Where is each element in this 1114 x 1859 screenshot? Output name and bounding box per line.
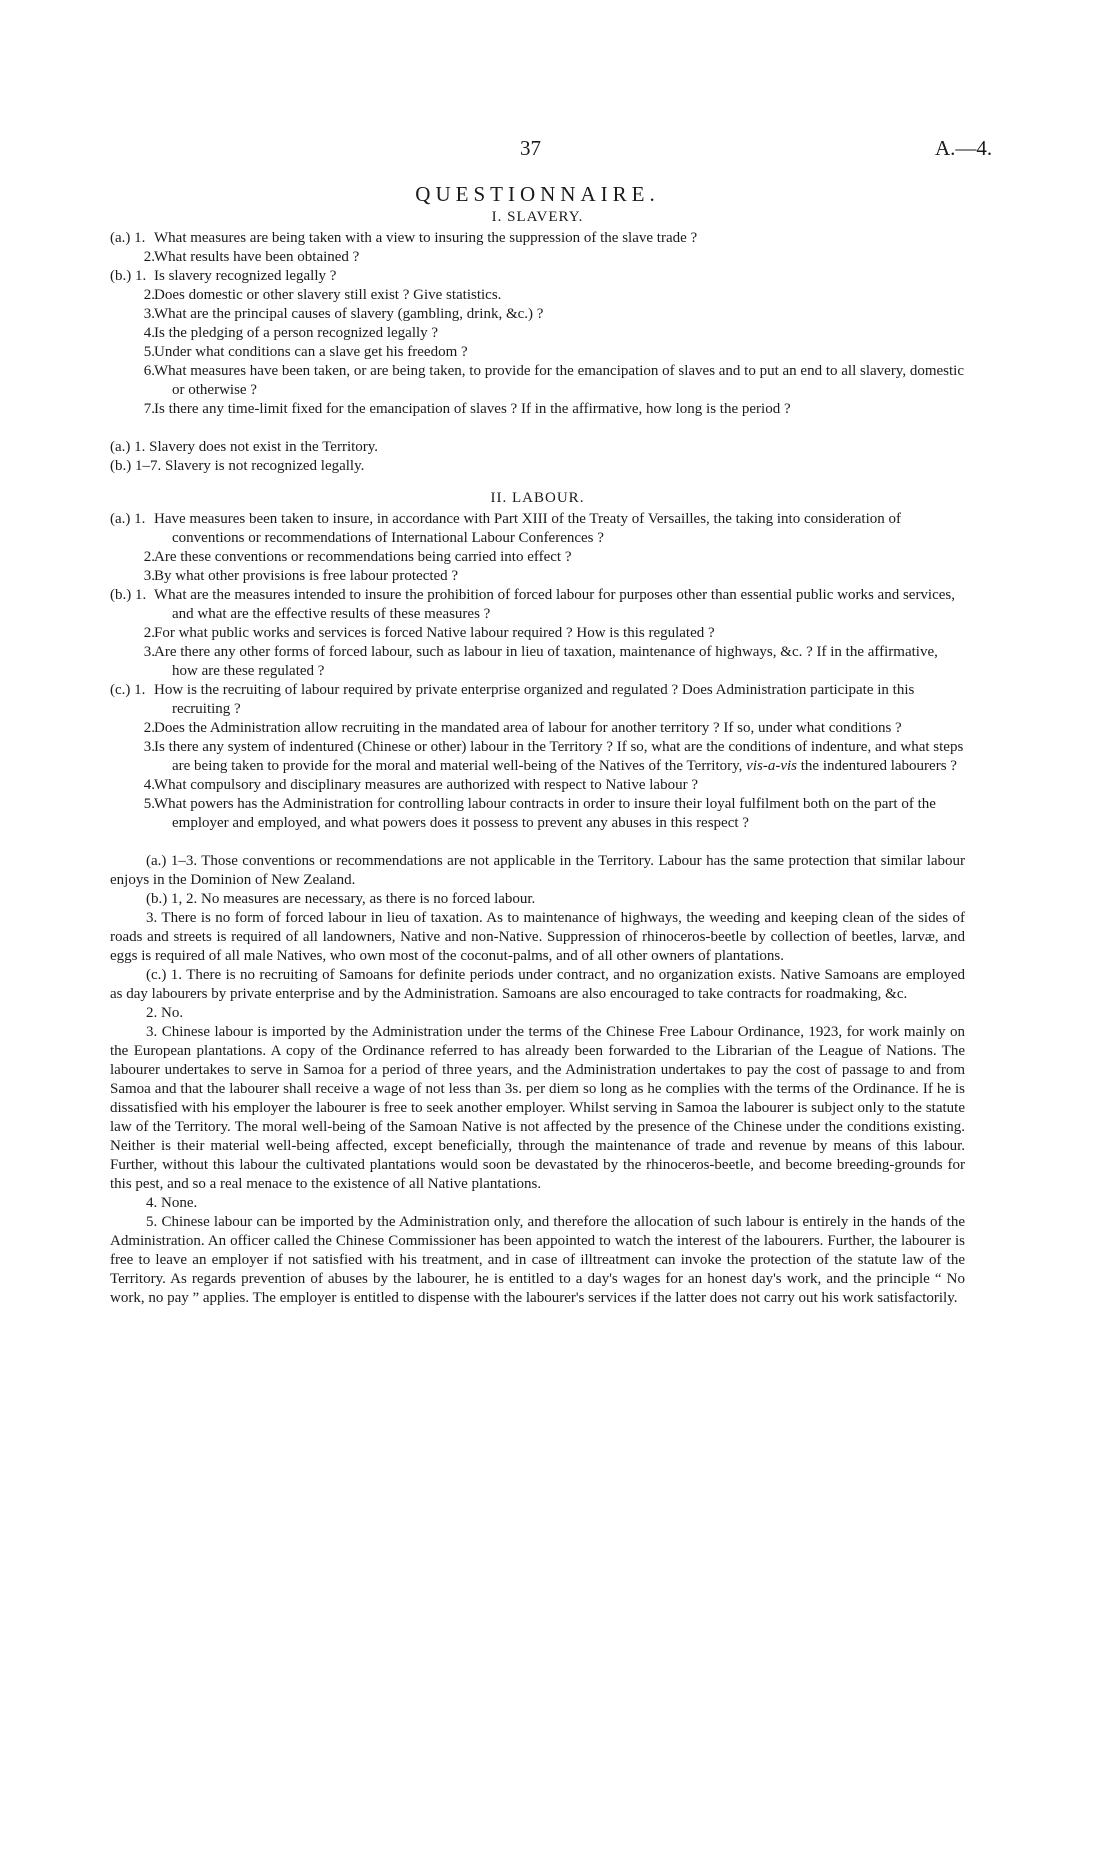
labour-question: 2. Are these conventions or recommendations being carried into effect ? (143, 549, 572, 565)
slavery-question: 6. What measures have been taken, or are being taken, to provide for the emancipation of slaves and to put an end to all slavery, domestic or otherwise ? (143, 363, 964, 398)
slavery-question: 3. What are the principal causes of slavery (gambling, drink, &c.) ? (143, 306, 544, 322)
slavery-question: (b.) 1. Is slavery recognized legally ? (110, 268, 337, 284)
labour-question: 4. What compulsory and disciplinary measures are authorized with respect to Native labour ? (143, 777, 698, 793)
labour-answer: (a.) 1–3. Those conventions or recommendations are not applicable in the Territory. Labour has the same protection that similar labour enjoys in the Dominion of New Zealand. (110, 853, 966, 888)
labour-answer: 2. No. (146, 1005, 184, 1021)
labour-question: 5. What powers has the Administration for controlling labour contracts in order to insure their loyal fulfilment both on the part of the employer and employed, and what powers does it possess to prevent any abuses in this respect ? (143, 796, 936, 831)
slavery-question: 2. What results have been obtained ? (143, 249, 360, 265)
page-content (110, 182, 965, 1308)
slavery-question: 7. Is there any time-limit fixed for the emancipation of slaves ? If in the affirmative, how long is the period ? (143, 401, 791, 417)
labour-question: 3. By what other provisions is free labour protected ? (143, 568, 459, 584)
document-code: A.—4. (935, 136, 993, 160)
labour-question: 2. Does the Administration allow recruiting in the mandated area of labour for another territory ? If so, under what conditions ? (143, 720, 902, 736)
labour-answer: (c.) 1. There is no recruiting of Samoans for definite periods under contract, and no organization exists. Native Samoans are employed as day labourers by private enterprise and by the Administration. Samoans are also encouraged to take contracts for roadmaking, &c. (110, 967, 965, 1002)
slavery-question: (a.) 1. What measures are being taken with a view to insuring the suppression of the slave trade ? (110, 230, 698, 246)
labour-answer: 5. Chinese labour can be imported by the Administration only, and therefore the allocation of such labour is entirely in the hands of the Administration. An officer called the Chinese Commissioner has been appointed to watch the interest of the labourers. Further, the labourer is free to leave an employer if not satisfied with his treatment, and in case of illtreatment can invoke the protection of the statute law of the Territory. As regards prevention of abuses by the labourer, he is entitled to a day's wages for an honest day's work, and the principle “ No work, no pay ” applies. The employer is entitled to dispense with the labourer's services if the latter does not carry out his work satisfactorily. (110, 1214, 966, 1306)
slavery-answer: (a.) 1. Slavery does not exist in the Territory. (110, 439, 379, 455)
labour-answer: 3. There is no form of forced labour in lieu of taxation. As to maintenance of highways, the weeding and keeping clean of the sides of roads and streets is required of all landowners, Native and non-Native. Suppression of rhinoceros-beetle by collection of beetles, larvæ, and eggs is required of all male Natives, who own most of the coconut-palms, and of all other owners of plantations. (110, 910, 966, 964)
labour-heading: II. LABOUR. (490, 490, 585, 506)
slavery-question: 4. Is the pledging of a person recognized legally ? (143, 325, 439, 341)
page-number: 37 (520, 136, 541, 160)
slavery-heading: I. SLAVERY. (491, 209, 584, 225)
labour-answer: 4. None. (146, 1195, 198, 1211)
labour-question: (c.) 1. How is the recruiting of labour required by private enterprise organized and regulated ? Does Administration participate in this recruiting ? (110, 682, 915, 717)
labour-question: (b.) 1. What are the measures intended to insure the prohibition of forced labour for purposes other than essential public works and services, and what are the effective results of these measures ? (110, 587, 956, 622)
labour-question: 2. For what public works and services is forced Native labour required ? How is this regulated ? (143, 625, 715, 641)
labour-answer: 3. Chinese labour is imported by the Administration under the terms of the Chinese Free Labour Ordinance, 1923, for work mainly on the European plantations. A copy of the Ordinance referred to has already been forwarded to the Librarian of the League of Nations. The labourer undertakes to serve in Samoa for a period of three years, and the Administration undertakes to pay the cost of passage to and from Samoa and that the labourer shall receive a wage of not less than 3s. per diem so long as he complies with the terms of the Ordinance. If he is dissatisfied with his employer the labourer is free to seek another employer. Whilst serving in Samoa the labourer is subject only to the statute law of the Territory. The moral well-being of the Samoan Native is not affected by the presence of the Chinese under the conditions existing. Neither is their material well-being affected, except beneficially, through the maintenance of trade and revenue by means of this labour. Further, without this labour the cultivated plantations would soon be devastated by the rhinoceros-beetle, and become breeding-grounds for this pest, and so a real menace to the existence of all Native plantations. (110, 1024, 965, 1192)
slavery-question: 5. Under what conditions can a slave get his freedom ? (143, 344, 468, 360)
slavery-question: 2. Does domestic or other slavery still exist ? Give statistics. (143, 287, 502, 303)
questionnaire-title: QUESTIONNAIRE. (415, 182, 660, 206)
labour-answer: (b.) 1, 2. No measures are necessary, as there is no forced labour. (146, 891, 536, 907)
labour-question: 3. Is there any system of indentured (Chinese or other) labour in the Territory ? If so, what are the conditions of indenture, and what steps are being taken to provide for the moral and material well-being of the Natives of the Territory, vis-a-vis the indentured labourers ? (143, 739, 964, 774)
labour-question: (a.) 1. Have measures been taken to insure, in accordance with Part XIII of the Treaty of Versailles, the taking into consideration of conventions or recommendations of International Labour Conferences ? (110, 511, 901, 546)
slavery-answer: (b.) 1–7. Slavery is not recognized legally. (110, 458, 365, 474)
labour-question: 3. Are there any other forms of forced labour, such as labour in lieu of taxation, maintenance of highways, &c. ? If in the affirmative, how are these regulated ? (143, 644, 938, 679)
